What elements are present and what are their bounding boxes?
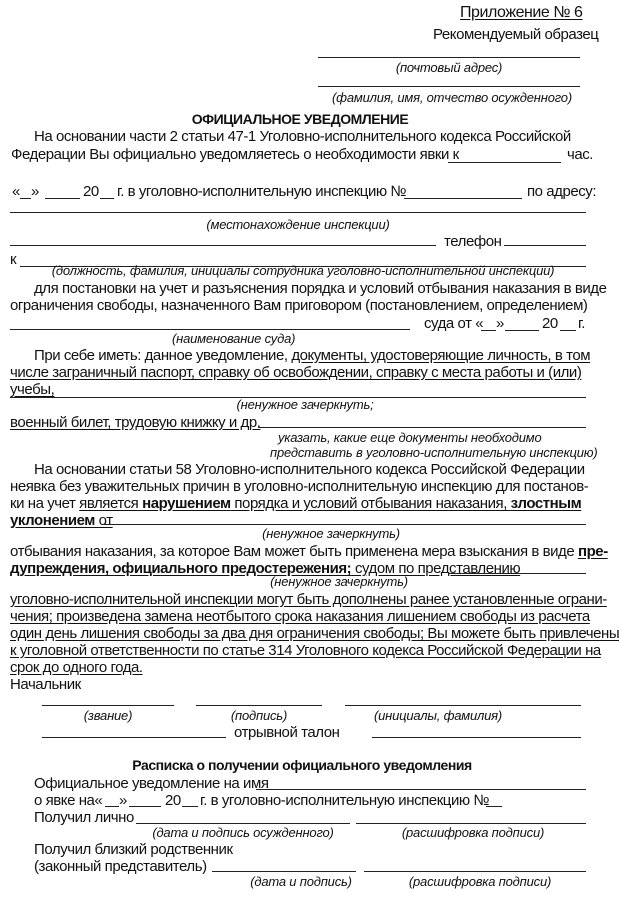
appendix-label: Приложение № 6 — [460, 4, 583, 21]
art58-line4-fill — [104, 524, 586, 525]
documents-line3: учебы, — [10, 381, 55, 398]
inspection-location-field[interactable] — [10, 212, 586, 213]
year-field[interactable] — [100, 198, 114, 199]
signature-caption: (подпись) — [230, 708, 288, 723]
documents-line2: числе заграничный паспорт, справку об освобождении, справку с места работы и (или) — [10, 364, 582, 381]
postal-address-caption: (почтовый адрес) — [395, 60, 503, 75]
receipt-day-field[interactable] — [105, 806, 119, 807]
registration-line1: для постановки на учет и разъяснения порядка и условий отбывания наказания в виде — [34, 280, 607, 297]
receipt-year-prefix: 20 — [165, 792, 181, 809]
phone-label: телефон — [444, 233, 502, 250]
convict-name-field[interactable] — [318, 86, 580, 87]
relative-line2: (законный представитель) — [34, 858, 207, 875]
initials-caption: (инициалы, фамилия) — [373, 708, 503, 723]
court-caption: (наименование суда) — [172, 331, 296, 346]
officer-caption: (должность, фамилия, инициалы сотрудника уголовно-исполнительной инспекции) — [51, 263, 555, 278]
other-documents-field[interactable] — [258, 427, 586, 428]
chief-label: Начальник — [10, 676, 81, 693]
decode-caption-2: (расшифровка подписи) — [408, 874, 552, 889]
tear-line-left — [42, 737, 226, 738]
received-date-sign-field[interactable] — [136, 823, 350, 824]
decode-caption-1: (расшифровка подписи) — [401, 825, 545, 840]
receipt-year-field[interactable] — [182, 806, 198, 807]
penalty-line3: уголовно-исполнительной инспекции могут быть дополнены ранее установленные ограни- — [10, 591, 607, 608]
receipt-line1: Официальное уведомление на имя — [34, 775, 269, 792]
court-year-suffix: г. — [578, 315, 585, 332]
strike-caption-1: (ненужное зачеркнуть; — [236, 397, 374, 412]
court-month-field[interactable] — [505, 330, 539, 331]
date-line-text: г. в уголовно-исполнительную инспекцию № — [117, 183, 407, 200]
date-quote-open: « — [12, 183, 20, 200]
rank-field[interactable] — [42, 705, 174, 706]
other-docs-caption-1: указать, какие еще документы необходимо — [278, 430, 542, 445]
relative-date-sign-field[interactable] — [212, 871, 356, 872]
date-sign-caption-2: (дата и подпись) — [250, 874, 352, 889]
phone-field[interactable] — [504, 245, 586, 246]
strike-caption-2: (ненужное зачеркнуть) — [262, 526, 400, 541]
penalty-line5: один день лишения свободы за два дня ограничения свободы; Вы можете быть привлечены — [10, 625, 619, 642]
court-name-field[interactable] — [10, 329, 410, 330]
art58-line2: неявка без уважительных причин в уголовно-исполнительную инспекцию для постанов- — [10, 478, 589, 495]
received-personally-label: Получил лично — [34, 809, 134, 826]
court-from-label: суда от « — [424, 315, 484, 332]
penalty-line1: отбывания наказания, за которое Вам может быть применена мера взыскания в виде пре- — [10, 543, 608, 560]
tear-off-label: отрывной талон — [234, 724, 340, 741]
convict-name-caption: (фамилия, имя, отчество осужденного) — [332, 90, 572, 105]
receipt-month-field[interactable] — [129, 806, 161, 807]
penalty-line2-fill — [448, 573, 586, 574]
other-docs-caption-2: представить в уголовно-исполнительную инспекцию) — [270, 445, 598, 460]
court-year-prefix: 20 — [542, 315, 558, 332]
court-day-field[interactable] — [481, 330, 496, 331]
receipt-line2-close: » — [119, 792, 127, 809]
inspection-location-caption: (местонахождение инспекции) — [206, 217, 390, 232]
receipt-line2-open: о явке на« — [34, 792, 103, 809]
initials-field[interactable] — [345, 705, 581, 706]
penalty-line4: чения; произведена замена неотбытого срока наказания лишением свободы из расчета — [10, 608, 590, 625]
penalty-line2: дупреждения, официального предостережения; судом по представлению — [10, 560, 521, 577]
registration-line2: ограничения свободы, назначенного Вам приговором (постановлением, определением) — [10, 297, 588, 314]
penalty-line6: к уголовной ответственности по статье 314 Уголовного кодекса Российской Федерации на — [10, 642, 601, 659]
notice-title: ОФИЦИАЛЬНОЕ УВЕДОМЛЕНИЕ — [191, 111, 409, 127]
hours-label: час. — [567, 146, 594, 163]
art58-line4: уклонением от — [10, 512, 113, 529]
art58-line3: ки на учет является нарушением порядка и условий отбывания наказания, злостным — [10, 495, 582, 512]
art58-line1: На основании статьи 58 Уголовно-исполнительного кодекса Российской Федерации — [34, 461, 585, 478]
receipt-line2-text: г. в уголовно-исполнительную инспекцию № — [200, 792, 490, 809]
notice-intro-line2: Федерации Вы официально уведомляетесь о необходимости явки к — [11, 146, 459, 163]
notice-intro-line1: На основании части 2 статьи 47-1 Уголовно-исполнительного кодекса Российской — [34, 128, 571, 145]
to-label: к — [10, 251, 17, 268]
receipt-inspection-number-field[interactable] — [486, 806, 502, 807]
day-field[interactable] — [20, 198, 31, 199]
relative-decode-field[interactable] — [364, 871, 586, 872]
date-quote-close: » — [31, 183, 39, 200]
month-field[interactable] — [45, 198, 80, 199]
postal-address-field[interactable] — [318, 57, 580, 58]
at-address-label: по адресу: — [527, 183, 597, 200]
documents-line1: При себе иметь: данное уведомление, документы, удостоверяющие личность, в том — [34, 347, 591, 364]
received-decode-field[interactable] — [356, 823, 586, 824]
penalty-line7: срок до одного года. — [10, 659, 143, 676]
tear-line-right — [372, 737, 581, 738]
relative-line1: Получил близкий родственник — [34, 841, 233, 858]
documents-line4: военный билет, трудовую книжку и др. — [10, 414, 261, 431]
signature-field[interactable] — [196, 705, 322, 706]
rank-caption: (звание) — [83, 708, 133, 723]
court-from-close: » — [496, 315, 504, 332]
court-year-field[interactable] — [560, 330, 576, 331]
inspection-location-field-2[interactable] — [10, 245, 436, 246]
inspection-number-field[interactable] — [404, 198, 522, 199]
date-sign-caption: (дата и подпись осужденного) — [152, 825, 334, 840]
year-prefix: 20 — [83, 183, 99, 200]
receipt-name-field[interactable] — [256, 789, 586, 790]
sample-label: Рекомендуемый образец — [433, 26, 599, 43]
hours-field[interactable] — [448, 162, 561, 163]
receipt-title: Расписка о получении официального уведомления — [132, 757, 472, 773]
strike-caption-3: (ненужное зачеркнуть) — [270, 574, 408, 589]
